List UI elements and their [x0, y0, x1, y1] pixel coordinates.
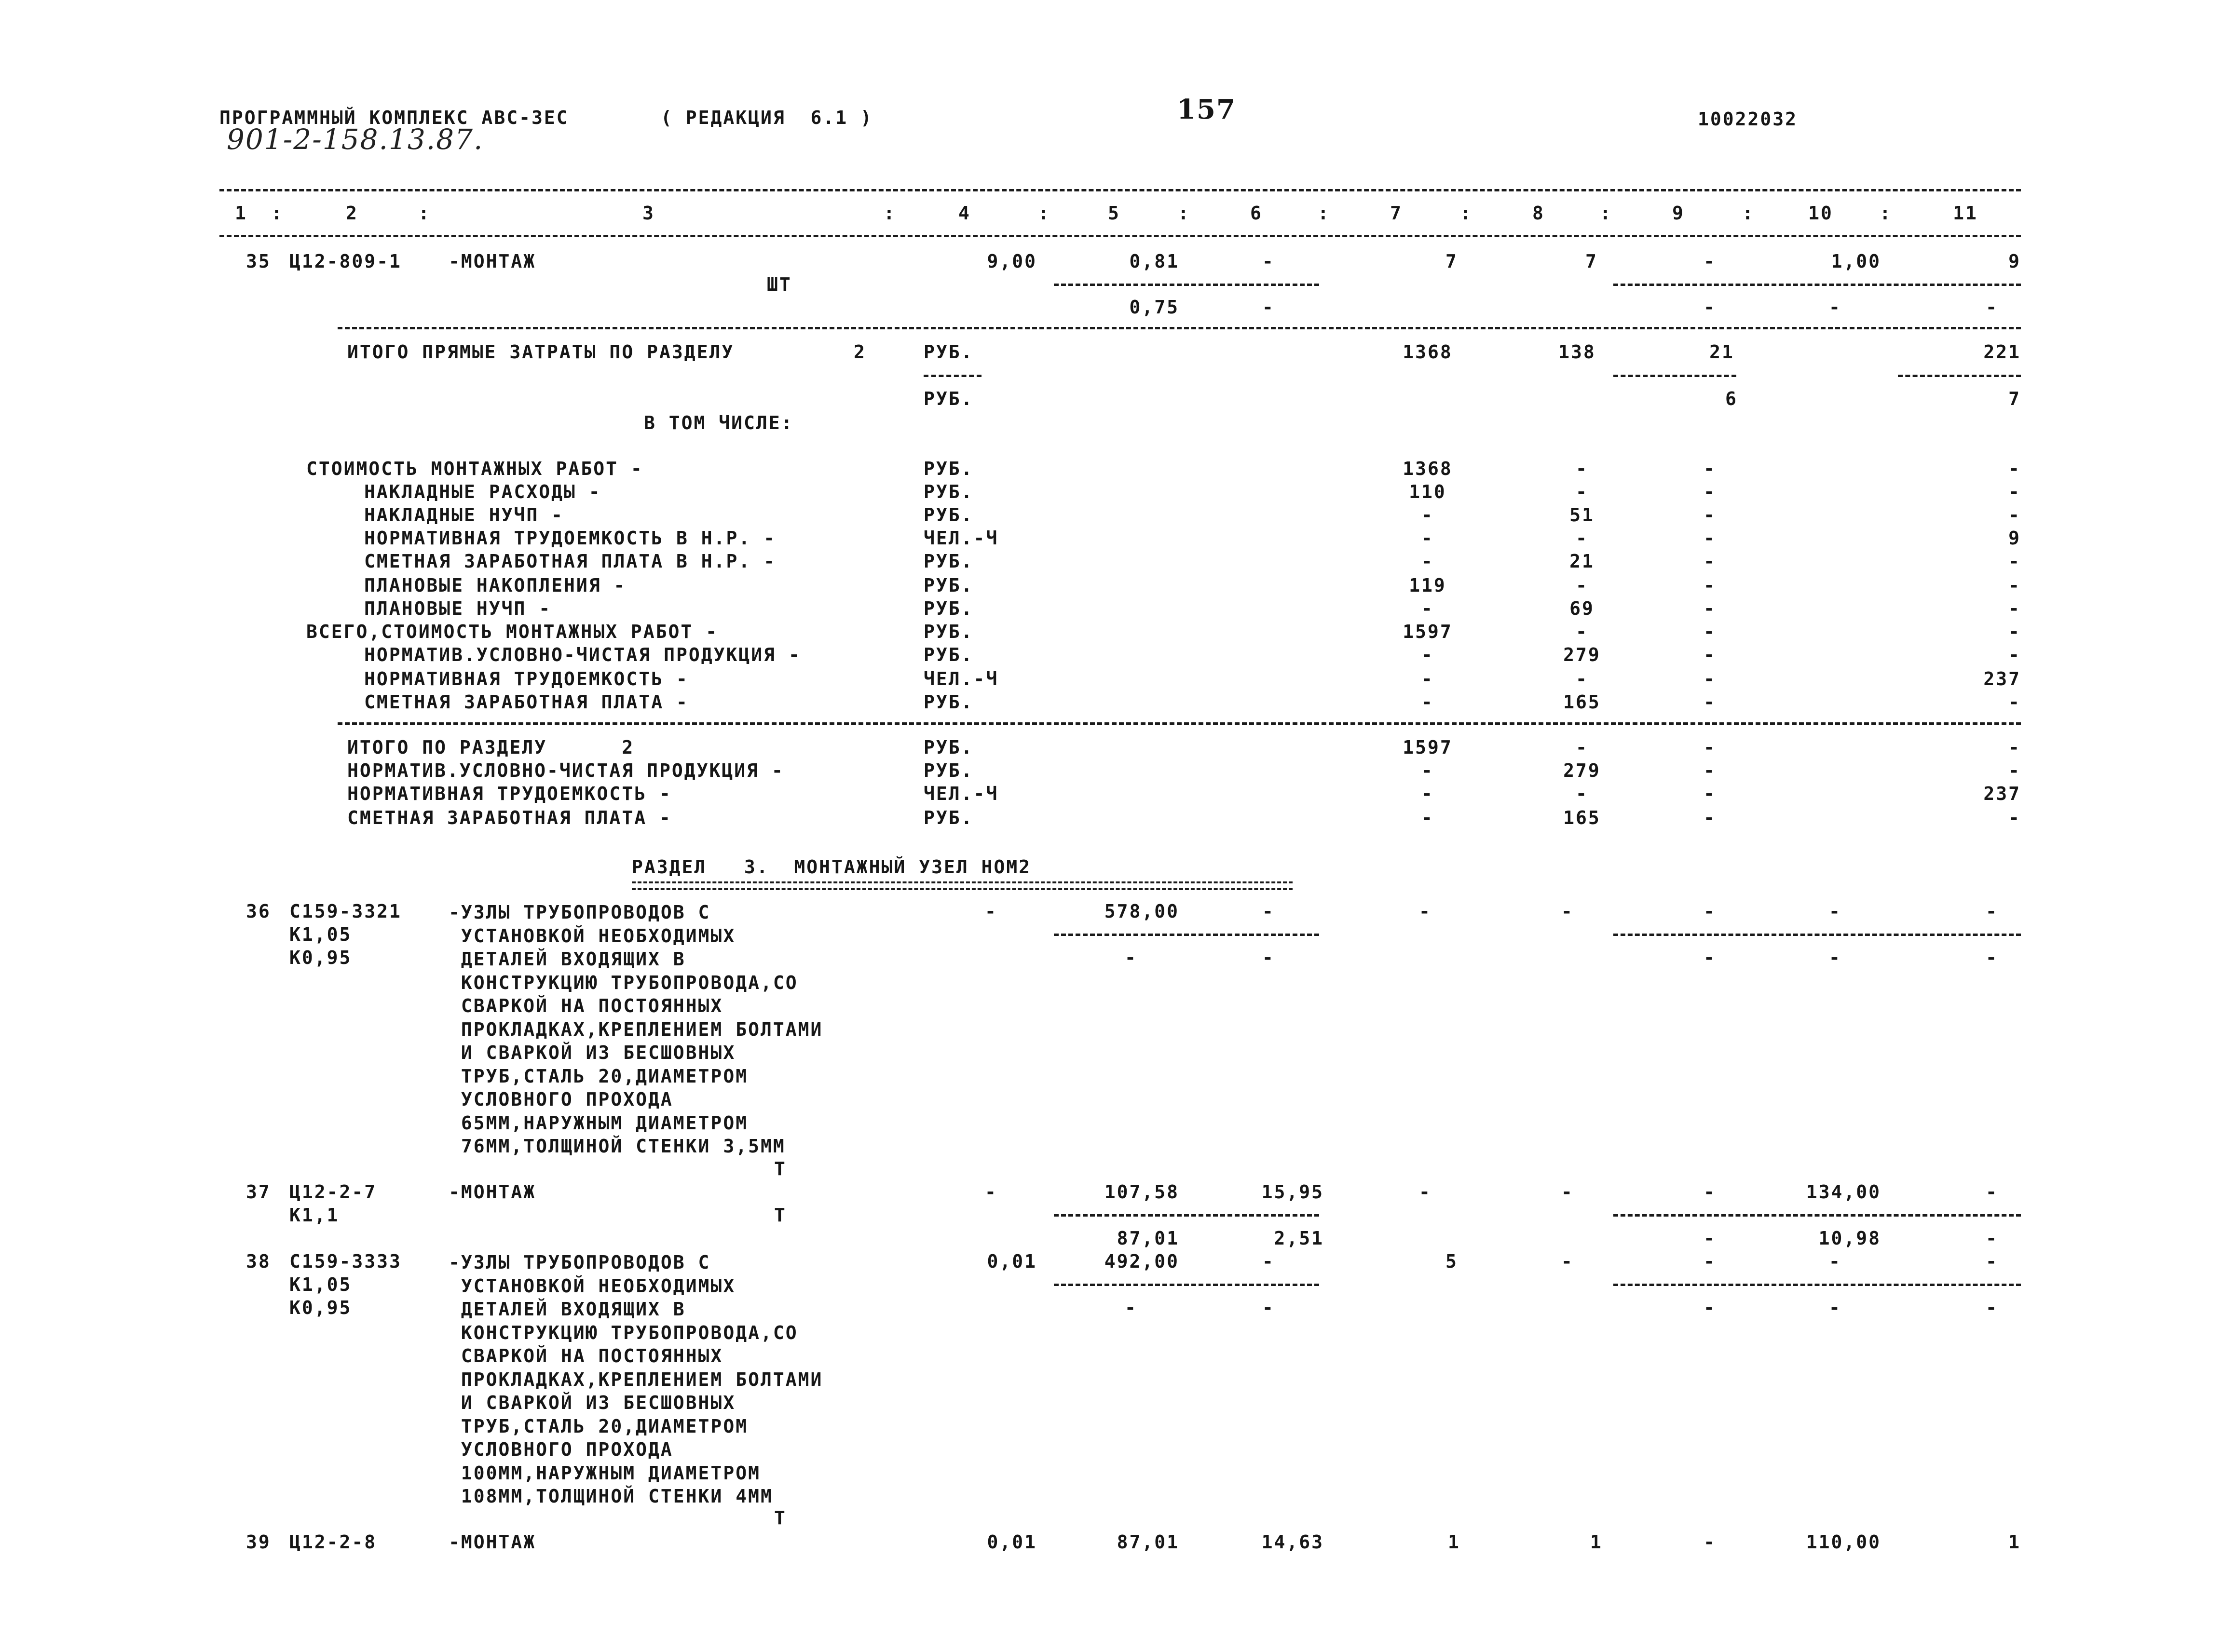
rule: [924, 375, 981, 377]
cell-c7: -: [1421, 760, 1434, 781]
cell-c7: 5: [1445, 1251, 1458, 1272]
column-separator: :: [884, 203, 896, 224]
row-code: С159-3333: [289, 1251, 402, 1272]
breakdown-label: НАКЛАДНЫЕ РАСХОДЫ -: [364, 481, 601, 502]
cell-c9: -: [1704, 621, 1716, 642]
cell-unit: РУБ.: [924, 737, 974, 758]
cell-c7: -: [1421, 598, 1434, 619]
section-total-label: СМЕТНАЯ ЗАРАБОТНАЯ ПЛАТА -: [347, 807, 672, 828]
cell-c9: -: [1704, 528, 1716, 549]
column-number: 4: [958, 203, 971, 224]
cell-c7: 119: [1409, 575, 1446, 596]
cell-c11: -: [2008, 807, 2021, 828]
cell-unit: РУБ.: [924, 551, 974, 572]
rule: [1898, 375, 2021, 377]
cell-c9: -: [1704, 807, 1716, 828]
page-number: 157: [1177, 94, 1236, 125]
cell-unit: РУБ.: [924, 760, 974, 781]
cell-c9: -: [1704, 504, 1716, 526]
cell-c9: -: [1704, 901, 1716, 922]
row-number: 37: [246, 1181, 271, 1203]
itogo-direct-unit: РУБ.: [924, 341, 974, 363]
cell-c11: -: [2008, 737, 2021, 758]
row-description: -УЗЛЫ ТРУБОПРОВОДОВ С УСТАНОВКОЙ НЕОБХОДИМЫХ ДЕТАЛЕЙ ВХОДЯЩИХ В КОНСТРУКЦИЮ ТРУБОПРОВОДА,СО СВАРКОЙ НА ПОСТОЯННЫХ ПРОКЛАДКАХ,КРЕПЛЕНИЕМ БОЛТАМИ И СВАРКОЙ ИЗ БЕСШОВНЫХ ТРУБ,СТАЛЬ 20,ДИАМЕТРОМ УСЛОВНОГО ПРОХОДА 100ММ,НАРУЖНЫМ ДИАМЕТРОМ 108ММ,ТОЛЩИНОЙ СТЕНКИ 4ММ: [449, 1252, 823, 1507]
breakdown-label: СМЕТНАЯ ЗАРАБОТНАЯ ПЛАТА В Н.Р. -: [364, 551, 776, 572]
row-number: 38: [246, 1251, 271, 1272]
breakdown-label: НОРМАТИВНАЯ ТРУДОЕМКОСТЬ -: [364, 668, 689, 690]
column-number: 5: [1108, 203, 1120, 224]
cell-c8: -: [1576, 783, 1588, 804]
cell-c10-sub: -: [1829, 1297, 1841, 1318]
itogo-direct-c8: 138: [1558, 341, 1596, 363]
row-code: С159-3321: [289, 901, 402, 922]
cell-c9: -: [1704, 458, 1716, 479]
rule: [1054, 1284, 1319, 1286]
column-number: 11: [1953, 203, 1978, 224]
rule: [219, 189, 2021, 191]
cell-c9: -: [1704, 783, 1716, 804]
cell-c8: 69: [1569, 598, 1595, 619]
breakdown-label: СМЕТНАЯ ЗАРАБОТНАЯ ПЛАТА -: [364, 691, 689, 713]
cell-c7: 1597: [1403, 621, 1453, 642]
edition-label: ( РЕДАКЦИЯ 6.1 ): [661, 107, 873, 128]
cell-c7: 1597: [1403, 737, 1453, 758]
itogo-direct-c7: 1368: [1403, 341, 1453, 363]
cell-c5-sub: -: [1125, 947, 1137, 968]
cell-c8: -: [1576, 458, 1588, 479]
rule: [1613, 934, 2021, 936]
row-code: Ц12-2-8: [289, 1531, 377, 1553]
rule: [1054, 934, 1319, 936]
cell-c9: -: [1704, 481, 1716, 502]
breakdown-label: ПЛАНОВЫЕ НУЧП -: [364, 598, 552, 619]
section-heading-underline: [632, 881, 1293, 890]
cell-c11-sub: -: [1986, 1228, 1998, 1249]
cell-c6-sub: -: [1262, 1297, 1275, 1318]
cell-c7: 1: [1448, 1531, 1460, 1553]
cell-c8: 279: [1563, 644, 1601, 665]
rule: [1054, 284, 1319, 286]
cell-c11: -: [2008, 551, 2021, 572]
cell-c6: -: [1262, 901, 1275, 922]
cell-c11: -: [2008, 575, 2021, 596]
cell-c4: 9,00: [987, 251, 1037, 272]
cell-c9: -: [1704, 551, 1716, 572]
section-total-label: НОРМАТИВ.УСЛОВНО-ЧИСТАЯ ПРОДУКЦИЯ -: [347, 760, 784, 781]
cell-c7: -: [1421, 691, 1434, 713]
cell-c11: -: [2008, 760, 2021, 781]
rule: [338, 327, 2021, 329]
cell-unit: РУБ.: [924, 691, 974, 713]
including-label: В ТОМ ЧИСЛЕ:: [644, 412, 794, 433]
cell-c7: -: [1421, 668, 1434, 690]
cell-c9-sub: -: [1704, 1228, 1716, 1249]
cell-c5-sub: 87,01: [1117, 1228, 1179, 1249]
cell-unit: РУБ.: [924, 575, 974, 596]
cell-c9-sub: -: [1704, 297, 1716, 318]
column-separator: :: [418, 203, 431, 224]
cell-c5: 578,00: [1104, 901, 1179, 922]
itogo-direct-c11-sub: 7: [2008, 388, 2021, 409]
cell-c9-sub: -: [1704, 947, 1716, 968]
row-coefficient: К1,05: [289, 1274, 352, 1295]
cell-unit: РУБ.: [924, 621, 974, 642]
cell-c8: 51: [1569, 504, 1595, 526]
cell-c8: 279: [1563, 760, 1601, 781]
column-separator: :: [1038, 203, 1050, 224]
breakdown-label: СТОИМОСТЬ МОНТАЖНЫХ РАБОТ -: [306, 458, 643, 479]
breakdown-label: ВСЕГО,СТОИМОСТЬ МОНТАЖНЫХ РАБОТ -: [306, 621, 718, 642]
section-total-label: НОРМАТИВНАЯ ТРУДОЕМКОСТЬ -: [347, 783, 672, 804]
cell-unit: РУБ.: [924, 458, 974, 479]
rule: [1613, 284, 2021, 286]
row-coefficient: К0,95: [289, 1297, 352, 1318]
breakdown-label: НАКЛАДНЫЕ НУЧП -: [364, 504, 564, 526]
row-unit: Т: [774, 1205, 787, 1226]
cell-c8: -: [1561, 1181, 1574, 1203]
row-coefficient: К0,95: [289, 947, 352, 968]
section-heading: РАЗДЕЛ 3. МОНТАЖНЫЙ УЗЕЛ НОМ2: [632, 856, 1032, 878]
cell-c8: 165: [1563, 691, 1601, 713]
column-separator: :: [1742, 203, 1755, 224]
cell-c11: 9: [2008, 528, 2021, 549]
cell-c7: 1368: [1403, 458, 1453, 479]
cell-c5: 492,00: [1104, 1251, 1179, 1272]
row-name: -МОНТАЖ: [449, 1181, 536, 1203]
cell-c6-sub: -: [1262, 947, 1275, 968]
itogo-direct-c9-sub: 6: [1725, 388, 1738, 409]
cell-c5: 0,81: [1129, 251, 1179, 272]
cell-c11: -: [2008, 644, 2021, 665]
cell-c11: -: [2008, 458, 2021, 479]
cell-c7: -: [1421, 644, 1434, 665]
cell-c7: -: [1421, 807, 1434, 828]
cell-c6-sub: 2,51: [1274, 1228, 1324, 1249]
cell-c9: -: [1704, 251, 1716, 272]
cell-c9-sub: -: [1704, 1297, 1716, 1318]
row-code: Ц12-809-1: [289, 251, 402, 272]
cell-c10-sub: -: [1829, 297, 1841, 318]
cell-c7: -: [1421, 551, 1434, 572]
rule: [1054, 1214, 1319, 1217]
cell-c10: 134,00: [1806, 1181, 1881, 1203]
itogo-direct-c11: 221: [1983, 341, 2021, 363]
cell-c8: -: [1576, 668, 1588, 690]
column-number: 7: [1390, 203, 1403, 224]
row-unit: Т: [774, 1158, 787, 1179]
cell-c9: -: [1704, 575, 1716, 596]
column-separator: :: [1600, 203, 1612, 224]
column-number: 3: [642, 203, 655, 224]
cell-c11-sub: -: [1986, 1297, 1998, 1318]
cell-c8: 165: [1563, 807, 1601, 828]
program-title: ПРОГРАММНЫЙ КОМПЛЕКС АВС-3ЕС: [219, 107, 569, 128]
cell-c10-sub: 10,98: [1818, 1228, 1881, 1249]
cell-c11-sub: -: [1986, 297, 1998, 318]
breakdown-label: НОРМАТИВ.УСЛОВНО-ЧИСТАЯ ПРОДУКЦИЯ -: [364, 644, 801, 665]
row-coefficient: К1,05: [289, 924, 352, 945]
cell-c8: 1: [1590, 1531, 1603, 1553]
column-separator: :: [1880, 203, 1892, 224]
cell-c11: 237: [1983, 668, 2021, 690]
cell-c8: -: [1576, 737, 1588, 758]
itogo-direct-unit-2: РУБ.: [924, 388, 974, 409]
cell-c9: -: [1704, 644, 1716, 665]
cell-c5-sub: -: [1125, 1297, 1137, 1318]
handwritten-reference: 901-2-158.13.87.: [227, 123, 484, 156]
cell-c11: -: [1986, 1251, 1998, 1272]
row-unit: ШТ: [767, 274, 792, 295]
cell-c5: 87,01: [1117, 1531, 1179, 1553]
cell-c7: -: [1419, 1181, 1431, 1203]
cell-unit: РУБ.: [924, 598, 974, 619]
cell-unit: РУБ.: [924, 481, 974, 502]
cell-c8: -: [1561, 901, 1574, 922]
cell-c5: 107,58: [1104, 1181, 1179, 1203]
cell-c11: -: [2008, 504, 2021, 526]
cell-c11: -: [1986, 901, 1998, 922]
cell-c11: 9: [2008, 251, 2021, 272]
itogo-direct-c9: 21: [1709, 341, 1734, 363]
rule: [1613, 1214, 2021, 1217]
rule: [1613, 375, 1736, 377]
rule: [219, 235, 2021, 237]
cell-c7: -: [1419, 901, 1431, 922]
rule: [338, 722, 2021, 725]
column-number: 10: [1808, 203, 1833, 224]
cell-c9: -: [1704, 1531, 1716, 1553]
cell-c4: -: [985, 1181, 997, 1203]
itogo-direct-label: ИТОГО ПРЯМЫЕ ЗАТРАТЫ ПО РАЗДЕЛУ: [347, 341, 735, 363]
cell-c8: -: [1576, 528, 1588, 549]
cell-c11: 1: [2008, 1531, 2021, 1553]
cell-c10-sub: -: [1829, 947, 1841, 968]
row-number: 36: [246, 901, 271, 922]
cell-c7: -: [1421, 528, 1434, 549]
cell-c11: -: [2008, 481, 2021, 502]
column-number: 2: [346, 203, 358, 224]
cell-c10: 110,00: [1806, 1531, 1881, 1553]
cell-c8: 7: [1585, 251, 1598, 272]
cell-c8: 21: [1569, 551, 1595, 572]
cell-c5-sub: 0,75: [1129, 297, 1179, 318]
row-description: -УЗЛЫ ТРУБОПРОВОДОВ С УСТАНОВКОЙ НЕОБХОДИМЫХ ДЕТАЛЕЙ ВХОДЯЩИХ В КОНСТРУКЦИЮ ТРУБОПРОВОДА,СО СВАРКОЙ НА ПОСТОЯННЫХ ПРОКЛАДКАХ,КРЕПЛЕНИЕМ БОЛТАМИ И СВАРКОЙ ИЗ БЕСШОВНЫХ ТРУБ,СТАЛЬ 20,ДИАМЕТРОМ УСЛОВНОГО ПРОХОДА 65ММ,НАРУЖНЫМ ДИАМЕТРОМ 76ММ,ТОЛЩИНОЙ СТЕНКИ 3,5ММ: [449, 902, 823, 1157]
cell-c8: -: [1576, 481, 1588, 502]
cell-c6: -: [1262, 251, 1275, 272]
section-total-label: ИТОГО ПО РАЗДЕЛУ 2: [347, 737, 635, 758]
cell-c4: 0,01: [987, 1251, 1037, 1272]
cell-c11: 237: [1983, 783, 2021, 804]
row-name: -МОНТАЖ: [449, 251, 536, 272]
cell-c8: -: [1576, 621, 1588, 642]
cell-c9: -: [1704, 691, 1716, 713]
row-coefficient: К1,1: [289, 1205, 340, 1226]
cell-unit: РУБ.: [924, 504, 974, 526]
row-unit: Т: [774, 1507, 787, 1529]
cell-c9: -: [1704, 760, 1716, 781]
breakdown-label: НОРМАТИВНАЯ ТРУДОЕМКОСТЬ В Н.Р. -: [364, 528, 776, 549]
cell-c10: -: [1829, 901, 1841, 922]
cell-c6: 15,95: [1261, 1181, 1324, 1203]
column-number: 9: [1672, 203, 1685, 224]
column-number: 1: [235, 203, 247, 224]
cell-c11-sub: -: [1986, 947, 1998, 968]
cell-c6: 14,63: [1261, 1531, 1324, 1553]
cell-c10: 1,00: [1831, 251, 1881, 272]
cell-c4: -: [985, 901, 997, 922]
cell-c4: 0,01: [987, 1531, 1037, 1553]
cell-c7: 110: [1409, 481, 1446, 502]
cell-unit: ЧЕЛ.-Ч: [924, 783, 999, 804]
cell-c9: -: [1704, 668, 1716, 690]
cell-c9: -: [1704, 737, 1716, 758]
cell-c6-sub: -: [1262, 297, 1275, 318]
cell-c11: -: [2008, 621, 2021, 642]
cell-c10: -: [1829, 1251, 1841, 1272]
column-separator: :: [1318, 203, 1330, 224]
row-number: 35: [246, 251, 271, 272]
document-code: 10022032: [1698, 108, 1798, 130]
column-separator: :: [1460, 203, 1472, 224]
row-name: -МОНТАЖ: [449, 1531, 536, 1553]
row-number: 39: [246, 1531, 271, 1553]
cell-c6: -: [1262, 1251, 1275, 1272]
column-number: 6: [1250, 203, 1263, 224]
itogo-direct-section: 2: [854, 341, 866, 363]
cell-c9: -: [1704, 1251, 1716, 1272]
cell-c9: -: [1704, 598, 1716, 619]
row-code: Ц12-2-7: [289, 1181, 377, 1203]
cell-c8: -: [1576, 575, 1588, 596]
cell-c11: -: [2008, 598, 2021, 619]
cell-unit: ЧЕЛ.-Ч: [924, 668, 999, 690]
cell-c8: -: [1561, 1251, 1574, 1272]
cell-c7: -: [1421, 504, 1434, 526]
column-separator: :: [271, 203, 284, 224]
cell-c7: -: [1421, 783, 1434, 804]
cell-unit: РУБ.: [924, 644, 974, 665]
column-separator: :: [1178, 203, 1190, 224]
breakdown-label: ПЛАНОВЫЕ НАКОПЛЕНИЯ -: [364, 575, 627, 596]
cell-c9: -: [1704, 1181, 1716, 1203]
column-number: 8: [1532, 203, 1545, 224]
cell-c7: 7: [1445, 251, 1458, 272]
cell-c11: -: [2008, 691, 2021, 713]
rule: [1613, 1284, 2021, 1286]
cell-unit: РУБ.: [924, 807, 974, 828]
cell-c11: -: [1986, 1181, 1998, 1203]
cell-unit: ЧЕЛ.-Ч: [924, 528, 999, 549]
